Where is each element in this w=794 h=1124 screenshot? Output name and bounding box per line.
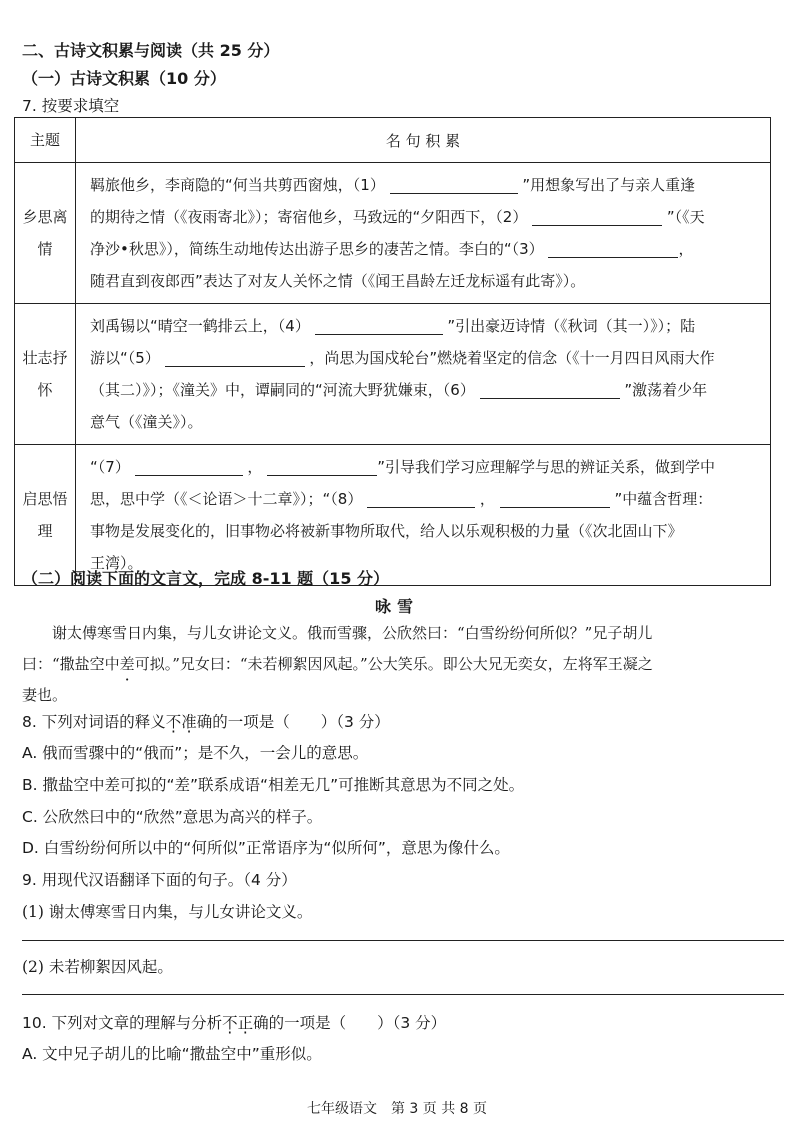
page-footer: 七年级语文 第 3 页 共 8 页 xyxy=(306,1101,488,1117)
part1-title: （一）古诗文积累（10 分） xyxy=(22,69,226,88)
row-ambition: 刘禹锡以“晴空一鹤排云上，（4） ”引出豪迈诗情（《秋词（其一）》）；陆 游以“（5） ，尚思为国戍轮台”燃烧着坚定的信念（《十一月四日风雨大作 （其二）》）；《潼关》中，谭嗣同的“河流大野犹嫌束，（6） ”激荡着少年 意气（《潼关》）。 xyxy=(76,304,771,445)
topic-reason: 启思悟理 xyxy=(15,445,76,586)
blank-8b[interactable] xyxy=(500,489,610,508)
passage-body xyxy=(22,618,782,711)
row-homesick: 羁旅他乡，李商隐的“何当共剪西窗烛，（1） ”用想象写出了与亲人重逢 的期待之情（《夜雨寄北》）；寄宿他乡，马致远的“夕阳西下，（2） ”（《天 净沙•秋思》），简练生动地传达出游子思乡的凄苦之情。李白的“（3） ， 随君直到夜郎西”表达了对友人关怀之情（《闻王昌龄左迁龙标遥有此寄》）。 xyxy=(76,163,771,304)
part2-title: （二）阅读下面的文言文，完成 8-11 题（15 分） xyxy=(22,569,390,588)
q8-option-c: C. 公欣然曰中的“欣然”意思为高兴的样子。 xyxy=(22,808,323,826)
q10-option-a: A. 文中兄子胡儿的比喻“撒盐空中”重形似。 xyxy=(22,1045,322,1063)
blank-1[interactable] xyxy=(390,175,518,194)
q8-option-d: D. 白雪纷纷何所以中的“何所似”正常语序为“似所何”，意思为像什么。 xyxy=(22,839,510,857)
section-title: 二、古诗文积累与阅读（共 25 分） xyxy=(22,41,280,60)
blank-7a[interactable] xyxy=(135,457,243,476)
q7-prompt: 7. 按要求填空 xyxy=(22,97,120,115)
dotted-char: 差 xyxy=(119,655,135,673)
passage-line-2: 曰：“撒盐空中差可拟。”兄女曰：“未若柳絮因风起。”公大笑乐。即公大兄无奕女，左将军王凝之 xyxy=(22,655,653,673)
blank-5[interactable] xyxy=(165,348,305,367)
answer-line-2[interactable] xyxy=(22,994,784,995)
table-header-topic: 主题 xyxy=(15,118,76,163)
q8-stem: 8. 下列对词语的释义不准确的一项是（ ）（3 分） xyxy=(22,713,390,731)
q9-stem: 9. 用现代汉语翻译下面的句子。（4 分） xyxy=(22,871,297,889)
blank-2[interactable] xyxy=(532,207,662,226)
table-header-content: 名 句 积 累 xyxy=(76,118,771,163)
row-reason: “（7） ， ”引导我们学习应理解学与思的辨证关系，做到学中 思，思中学（《＜论语＞十二章》）；“（8） ， ”中蕴含哲理： 事物是发展变化的，旧事物必将被新事物所取代，给人以乐观积极的力量（《次北固山下》 王湾）。 xyxy=(76,445,771,586)
q8-option-b: B. 撒盐空中差可拟的“差”联系成语“相差无几”可推断其意思为不同之处。 xyxy=(22,776,525,794)
blank-7b[interactable] xyxy=(267,457,377,476)
blank-4[interactable] xyxy=(315,316,443,335)
blank-6[interactable] xyxy=(480,380,620,399)
q8-option-a: A. 俄而雪骤中的“俄而”；是不久，一会儿的意思。 xyxy=(22,744,369,762)
answer-line-1[interactable] xyxy=(22,940,784,941)
q9-sentence-2: (2) 未若柳絮因风起。 xyxy=(22,958,173,976)
blank-3[interactable] xyxy=(548,239,678,258)
passage-line-1: 谢太傅寒雪日内集，与儿女讲论文义。俄而雪骤，公欣然曰：“白雪纷纷何所似？”兄子胡儿 xyxy=(52,624,653,642)
passage-title: 咏雪 xyxy=(374,597,419,616)
q10-stem: 10. 下列对文章的理解与分析不正确的一项是（ ）（3 分） xyxy=(22,1014,447,1032)
topic-homesick: 乡思离情 xyxy=(15,163,76,304)
blank-8a[interactable] xyxy=(367,489,475,508)
q9-sentence-1: (1) 谢太傅寒雪日内集，与儿女讲论文义。 xyxy=(22,903,313,921)
topic-ambition: 壮志抒怀 xyxy=(15,304,76,445)
quote-table xyxy=(14,117,771,586)
passage-line-3: 妻也。 xyxy=(22,686,68,704)
